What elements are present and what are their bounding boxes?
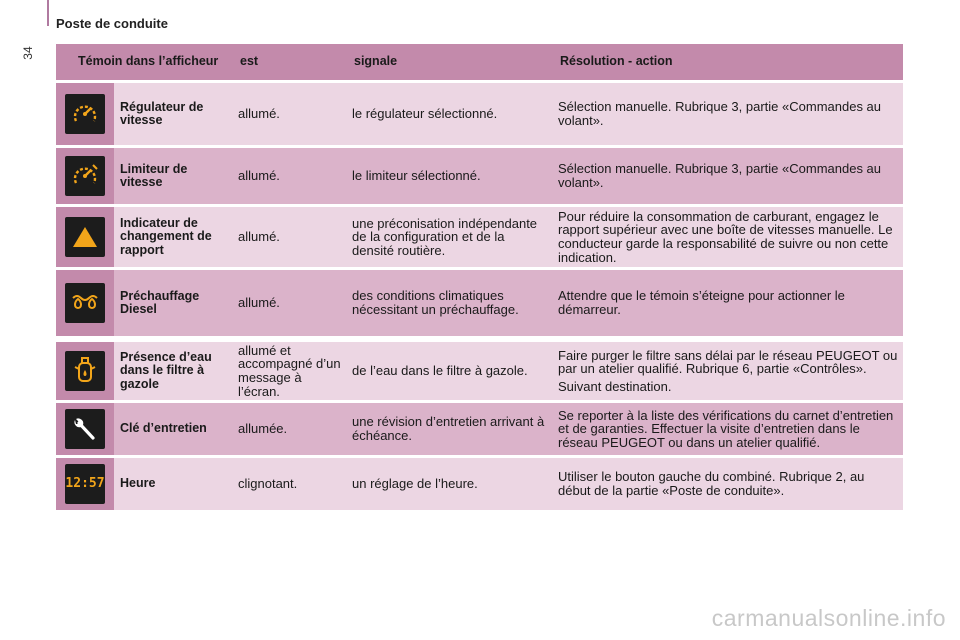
row-resolution: Utiliser le bouton gauche du combiné. Rubrique 2, au début de la partie «Poste de conduite». [552,458,903,510]
watermark: carmanualsonline.info [711,605,946,631]
row-signal: des conditions climatiques nécessitant un préchauffage. [346,270,552,336]
row-label: Régulateur de vitesse [114,83,232,145]
row-resolution: Attendre que le témoin s’éteigne pour actionner le démarreur. [552,270,903,336]
row-signal: de l’eau dans le filtre à gazole. [346,342,552,400]
row-signal: le limiteur sélectionné. [346,148,552,204]
row-label: Préchauffage Diesel [114,270,232,336]
row-resolution: Se reporter à la liste des vérifications du carnet d’entretien et de garanties. Effectuer la visite d’entretien dans le réseau PEUGEOT ou dans un atelier qualifié. [552,403,903,455]
header-state: est [240,54,259,69]
row-label: Indicateur de changement de rapport [114,207,232,267]
table-row [56,270,903,336]
clock-display-text: 12:57 [65,476,105,492]
header-resolution: Résolution - action [560,54,673,69]
water-in-fuel-filter-icon [65,351,105,391]
side-rule [47,0,49,26]
table-row [56,148,903,204]
speed-limiter-icon [65,156,105,196]
warning-lights-table [56,44,903,510]
clock-display-icon [65,464,105,504]
page-number: 34 [21,46,35,60]
row-signal: le régulateur sélectionné. [346,83,552,145]
table-row [56,342,903,400]
row-label: Présence d’eau dans le filtre à gazole [114,342,232,400]
row-state: allumé et accompagné d’un message à l’écran. [232,342,346,400]
section-title: Poste de conduite [56,16,168,31]
table-header-row [56,44,903,80]
row-state: clignotant. [232,458,346,510]
row-resolution: Sélection manuelle. Rubrique 3, partie «Commandes au volant». [552,148,903,204]
header-indicator: Témoin dans l’afficheur [78,54,219,69]
row-label: Clé d’entretien [114,403,232,455]
table-row [56,207,903,267]
row-state: allumé. [232,83,346,145]
row-resolution: Pour réduire la consommation de carburant, engagez le rapport supérieur avec une boîte de vitesses manuelle. Le conducteur garde la responsabilité de suivre ou non cette indication. [552,207,903,267]
header-signal: signale [354,54,398,69]
cruise-control-icon [65,94,105,134]
row-state: allumé. [232,148,346,204]
row-state: allumée. [232,403,346,455]
table-row [56,458,903,510]
row-signal: une révision d’entretien arrivant à échéance. [346,403,552,455]
gear-shift-indicator-icon [65,217,105,257]
table-row [56,83,903,145]
row-state: allumé. [232,270,346,336]
row-resolution: Sélection manuelle. Rubrique 3, partie «Commandes au volant». [552,83,903,145]
service-wrench-icon [65,409,105,449]
row-label: Limiteur de vitesse [114,148,232,204]
row-signal: une préconisation indépendante de la configuration et de la densité routière. [346,207,552,267]
row-label: Heure [114,458,232,510]
table-row [56,403,903,455]
row-signal: un réglage de l’heure. [346,458,552,510]
diesel-preheating-icon [65,283,105,323]
row-resolution: Faire purger le filtre sans délai par le réseau PEUGEOT ou par un atelier qualifié. Rubrique 6, partie «Contrôles». Suivant destination. [552,342,903,400]
row-state: allumé. [232,207,346,267]
